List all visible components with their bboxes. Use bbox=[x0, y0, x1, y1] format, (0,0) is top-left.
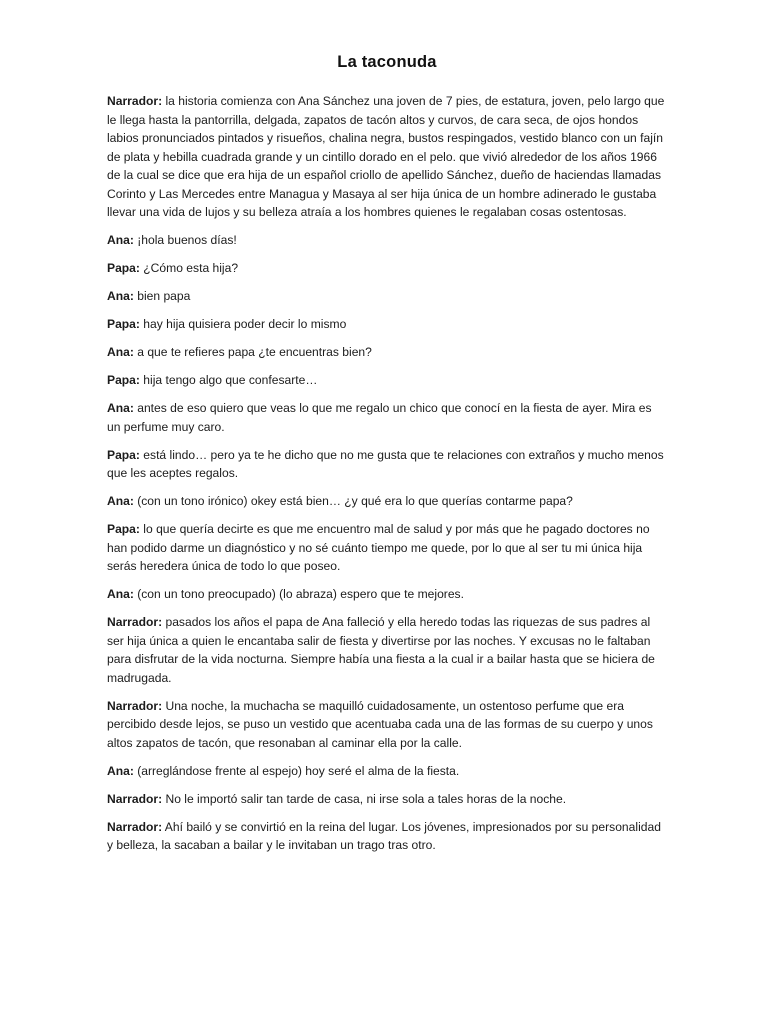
speaker-label: Papa: bbox=[107, 317, 140, 331]
speaker-label: Papa: bbox=[107, 261, 140, 275]
paragraph-text: ¿Cómo esta hija? bbox=[139, 261, 239, 275]
paragraph-text: está lindo… pero ya te he dicho que no me gusta que te relaciones con extraños y mucho menos que les aceptes regalos. bbox=[107, 447, 664, 480]
paragraph bbox=[107, 585, 667, 604]
paragraph-text: (con un tono preocupado) (lo abraza) espero que te mejores. bbox=[133, 587, 464, 601]
paragraph bbox=[107, 492, 667, 511]
paragraph bbox=[107, 818, 667, 855]
paragraph-text: hija tengo algo que confesarte… bbox=[139, 373, 318, 387]
paragraph bbox=[107, 259, 667, 278]
speaker-label: Papa: bbox=[107, 373, 140, 387]
paragraph-text: Una noche, la muchacha se maquilló cuidadosamente, un ostentoso perfume que era percibido desde lejos, se puso un vestido que acentuaba cada una de las formas de su cuerpo y unos altos zapatos de tacón, que resonaban al caminar ella por la calle. bbox=[107, 698, 653, 750]
paragraph-text: ¡hola buenos días! bbox=[133, 233, 237, 247]
speaker-label: Narrador: bbox=[107, 94, 163, 108]
paragraph-text: a que te refieres papa ¿te encuentras bien? bbox=[133, 345, 372, 359]
speaker-label: Ana: bbox=[107, 345, 134, 359]
speaker-label: Ana: bbox=[107, 763, 134, 778]
paragraph-text: (con un tono irónico) okey está bien… ¿y qué era lo que querías contarme papa? bbox=[133, 494, 573, 508]
speaker-label: Narrador: bbox=[107, 819, 163, 834]
paragraph-text: antes de eso quiero que veas lo que me regalo un chico que conocí en la fiesta de ayer. Mira es un perfume muy caro. bbox=[107, 401, 652, 434]
speaker-label: Ana: bbox=[107, 289, 134, 303]
paragraph bbox=[107, 762, 667, 781]
paragraph bbox=[107, 231, 667, 250]
paragraph-text: hay hija quisiera poder decir lo mismo bbox=[139, 317, 347, 331]
paragraph bbox=[107, 399, 667, 436]
paragraph-text: lo que quería decirte es que me encuentro mal de salud y por más que he pagado doctores no han podido darme un diagnóstico y no sé cuánto tiempo me quede, por lo que al ser tu mi única hija serás heredera única de todo lo que poseo. bbox=[107, 522, 650, 573]
paragraph-text: pasados los años el papa de Ana falleció y ella heredo todas las riquezas de sus padres al ser hija única a quien le encantaba salir de fiesta y divertirse por las noches. Y excusas no le faltaban para disfrutar de la vida nocturna. Siempre había una fiesta a la cual ir a bailar hasta que se hiciera de madrugada. bbox=[107, 615, 655, 685]
speaker-label: Papa: bbox=[107, 447, 140, 462]
document-page bbox=[107, 0, 667, 864]
paragraph bbox=[107, 315, 667, 334]
paragraph bbox=[107, 343, 667, 362]
speaker-label: Ana: bbox=[107, 401, 134, 415]
speaker-label: Ana: bbox=[107, 494, 134, 508]
speaker-label: Ana: bbox=[107, 587, 134, 601]
speaker-label: Papa: bbox=[107, 522, 140, 536]
paragraph-text: Ahí bailó y se convirtió en la reina del lugar. Los jóvenes, impresionados por su personalidad y belleza, la sacaban a bailar y le invitaban un trago tras otro. bbox=[107, 819, 661, 852]
paragraph-text: la historia comienza con Ana Sánchez una joven de 7 pies, de estatura, joven, pelo largo que le llega hasta la pantorrilla, delgada, zapatos de tacón altos y curvos, de cara seca, de ojos hondos labios pronunciados pintados y risueños, chalina negra, bustos respingados, vestido blanco con un fajín de plata y hebilla cuadrada grande y un cintillo dorado en el pelo. que vivió alrededor de los años 1966 de la cual se dice que era hija de un español criollo de apellido Sánchez, dueño de haciendas llamadas Corinto y Las Mercedes entre Managua y Masaya al ser hija única de un hombre adinerado le gustaba llevar una vida de lujos y su belleza atraía a los hombres quienes le regalaban cosas ostentosas. bbox=[107, 94, 665, 219]
paragraph bbox=[107, 520, 667, 576]
paragraph-text: No le importó salir tan tarde de casa, ni irse sola a tales horas de la noche. bbox=[162, 791, 567, 806]
speaker-label: Narrador: bbox=[107, 791, 163, 806]
speaker-label: Narrador: bbox=[107, 615, 163, 629]
paragraph-text: (arreglándose frente al espejo) hoy seré el alma de la fiesta. bbox=[133, 763, 460, 778]
paragraph bbox=[107, 790, 667, 809]
paragraph bbox=[107, 287, 667, 306]
paragraph bbox=[107, 371, 667, 390]
paragraph bbox=[107, 613, 667, 687]
paragraph bbox=[107, 697, 667, 753]
speaker-label: Ana: bbox=[107, 233, 134, 247]
document-title: La taconuda bbox=[337, 53, 437, 71]
paragraph bbox=[107, 92, 667, 222]
speaker-label: Narrador: bbox=[107, 698, 163, 713]
document-body bbox=[107, 92, 667, 855]
paragraph-text: bien papa bbox=[133, 289, 191, 303]
paragraph bbox=[107, 446, 667, 483]
